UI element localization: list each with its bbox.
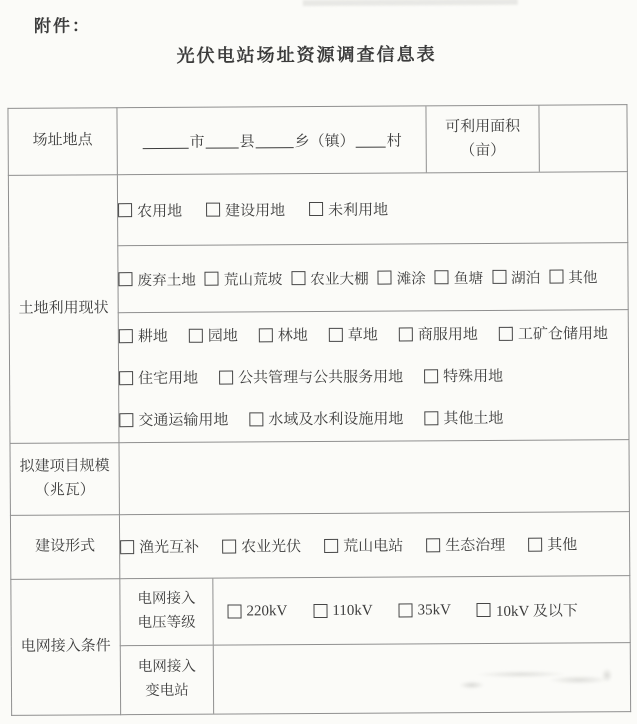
checkbox-icon	[378, 271, 392, 285]
site-address	[117, 106, 425, 174]
address-blank-county	[206, 133, 239, 148]
checkbox-icon	[477, 603, 491, 617]
checkbox-label: 农用地	[137, 203, 183, 220]
checkbox-option	[399, 323, 478, 344]
checkbox-option	[499, 322, 608, 344]
project-scale-label: 拟建项目规模 （兆瓦）	[10, 443, 119, 516]
checkbox-option	[329, 324, 378, 345]
scan-smudge	[303, 0, 518, 6]
checkbox-option	[309, 198, 388, 219]
checkbox-option	[119, 325, 168, 346]
land-use-label: 土地利用现状	[8, 175, 119, 444]
checkbox-label: 交通运输用地	[138, 412, 229, 430]
checkbox-option	[205, 268, 283, 289]
checkbox-option	[426, 534, 505, 555]
checkbox-icon	[118, 272, 132, 286]
checkbox-icon	[499, 326, 513, 340]
town-suffix: 乡（镇）	[294, 133, 355, 150]
checkbox-icon	[313, 604, 327, 618]
checkbox-icon	[324, 538, 338, 552]
checkbox-label: 特殊用地	[443, 368, 504, 386]
checkbox-icon	[549, 270, 563, 284]
checkbox-icon	[222, 539, 236, 553]
village-suffix: 村	[386, 132, 402, 150]
checkbox-option	[118, 268, 196, 289]
checkbox-label: 220kV	[246, 602, 288, 619]
checkbox-label: 农业光伏	[241, 539, 302, 556]
checkbox-option	[528, 533, 577, 554]
checkbox-option	[549, 266, 597, 287]
checkbox-icon	[206, 203, 220, 217]
checkbox-label: 农业大棚	[310, 271, 369, 288]
checkbox-icon	[399, 327, 413, 341]
row-construction-form	[10, 512, 629, 580]
checkbox-icon	[424, 411, 438, 425]
checkbox-label: 其他	[568, 269, 598, 286]
checkbox-label: 荒山荒坡	[223, 271, 283, 289]
checkbox-option	[378, 267, 426, 288]
checkbox-icon	[424, 369, 438, 383]
checkbox-label: 10kV 及以下	[495, 602, 578, 620]
checkbox-icon	[189, 328, 203, 342]
checkbox-option	[324, 534, 403, 555]
checkbox-label: 公共管理与公共服务用地	[238, 369, 404, 387]
checkbox-label: 渔光互补	[139, 539, 200, 557]
grid-access-label: 电网接入条件	[11, 579, 121, 716]
address-blank-city	[143, 133, 189, 148]
checkbox-option	[219, 365, 403, 387]
checkbox-label: 35kV	[417, 601, 452, 618]
checkbox-option	[399, 602, 451, 619]
checkbox-icon	[249, 412, 263, 426]
checkbox-option	[477, 599, 578, 621]
checkbox-icon	[119, 413, 133, 427]
checkbox-label: 其他	[547, 537, 578, 554]
checkbox-icon	[118, 203, 132, 217]
city-suffix: 市	[189, 134, 205, 151]
checkbox-label: 湖泊	[511, 270, 541, 287]
checkbox-icon	[119, 371, 133, 385]
grid-substation-sublabel: 电网接入 变电站	[121, 646, 214, 715]
checkbox-option	[119, 409, 228, 431]
construction-form-options-cell	[119, 512, 629, 579]
checkbox-icon	[119, 329, 133, 343]
checkbox-option	[291, 267, 369, 288]
project-scale-value-cell	[119, 440, 629, 515]
site-location-content-cell	[117, 105, 627, 175]
checkbox-label: 其他土地	[443, 410, 504, 428]
checkbox-label: 鱼塘	[453, 270, 484, 287]
usable-area-label: 可利用面积 （亩）	[425, 106, 538, 173]
checkbox-option	[313, 602, 372, 619]
land-use-group1-cell	[117, 172, 627, 246]
checkbox-icon	[259, 328, 273, 342]
grid-voltage-cell	[120, 576, 630, 646]
row-site-location	[8, 105, 627, 176]
checkbox-option	[435, 266, 483, 287]
checkbox-option	[222, 535, 301, 556]
land-use-group3-cell	[118, 310, 629, 443]
checkbox-label: 水域及水利设施用地	[268, 411, 404, 429]
survey-table	[7, 104, 631, 716]
checkbox-icon	[291, 271, 305, 285]
checkbox-option	[424, 407, 503, 428]
address-blank-town	[256, 133, 294, 148]
checkbox-icon	[227, 604, 241, 618]
checkbox-icon	[329, 327, 343, 341]
checkbox-icon	[492, 270, 506, 284]
checkbox-label: 草地	[347, 327, 378, 344]
checkbox-icon	[219, 370, 233, 384]
checkbox-label: 荒山电站	[343, 538, 404, 555]
grid-voltage-sublabel: 电网接入 电压等级	[120, 579, 213, 646]
checkbox-icon	[435, 270, 449, 284]
checkbox-icon	[309, 202, 323, 216]
checkbox-label: 林地	[277, 328, 308, 345]
checkbox-option	[189, 324, 238, 345]
checkbox-option	[120, 536, 199, 557]
checkbox-option	[249, 407, 403, 429]
checkbox-option	[119, 367, 198, 388]
row-land-use-1	[8, 172, 627, 247]
checkbox-icon	[205, 272, 219, 286]
checkbox-icon	[528, 537, 542, 551]
checkbox-label: 住宅用地	[138, 370, 199, 388]
usable-area-value-cell	[538, 105, 626, 172]
checkbox-icon	[426, 538, 440, 552]
checkbox-option	[118, 199, 182, 220]
scan-watermark-artifact	[447, 663, 612, 694]
checkbox-option	[206, 199, 285, 220]
checkbox-label: 工矿仓储用地	[517, 326, 608, 343]
checkbox-option	[492, 266, 540, 287]
checkbox-option	[424, 365, 503, 386]
construction-form-label: 建设形式	[10, 515, 119, 580]
checkbox-option	[227, 603, 287, 620]
row-project-scale	[10, 440, 629, 516]
checkbox-label: 110kV	[332, 602, 373, 619]
checkbox-icon	[120, 540, 134, 554]
land-use-group2-cell	[118, 243, 628, 313]
checkbox-label: 滩涂	[396, 270, 426, 288]
checkbox-label: 未利用地	[328, 202, 389, 219]
checkbox-option	[259, 324, 308, 345]
checkbox-label: 废弃土地	[137, 272, 196, 289]
county-suffix: 县	[239, 133, 255, 150]
site-location-label: 场址地点	[8, 108, 117, 176]
checkbox-label: 生态治理	[445, 537, 506, 555]
checkbox-label: 建设用地	[225, 202, 286, 220]
page-title: 光伏电站场址资源调查信息表	[176, 44, 437, 66]
checkbox-label: 商服用地	[417, 327, 478, 344]
checkbox-label: 耕地	[137, 328, 168, 346]
row-grid-voltage	[11, 576, 630, 647]
address-blank-village	[356, 132, 386, 147]
attachment-label: 附件：	[33, 16, 92, 36]
checkbox-icon	[399, 603, 413, 617]
checkbox-label: 园地	[207, 328, 238, 345]
